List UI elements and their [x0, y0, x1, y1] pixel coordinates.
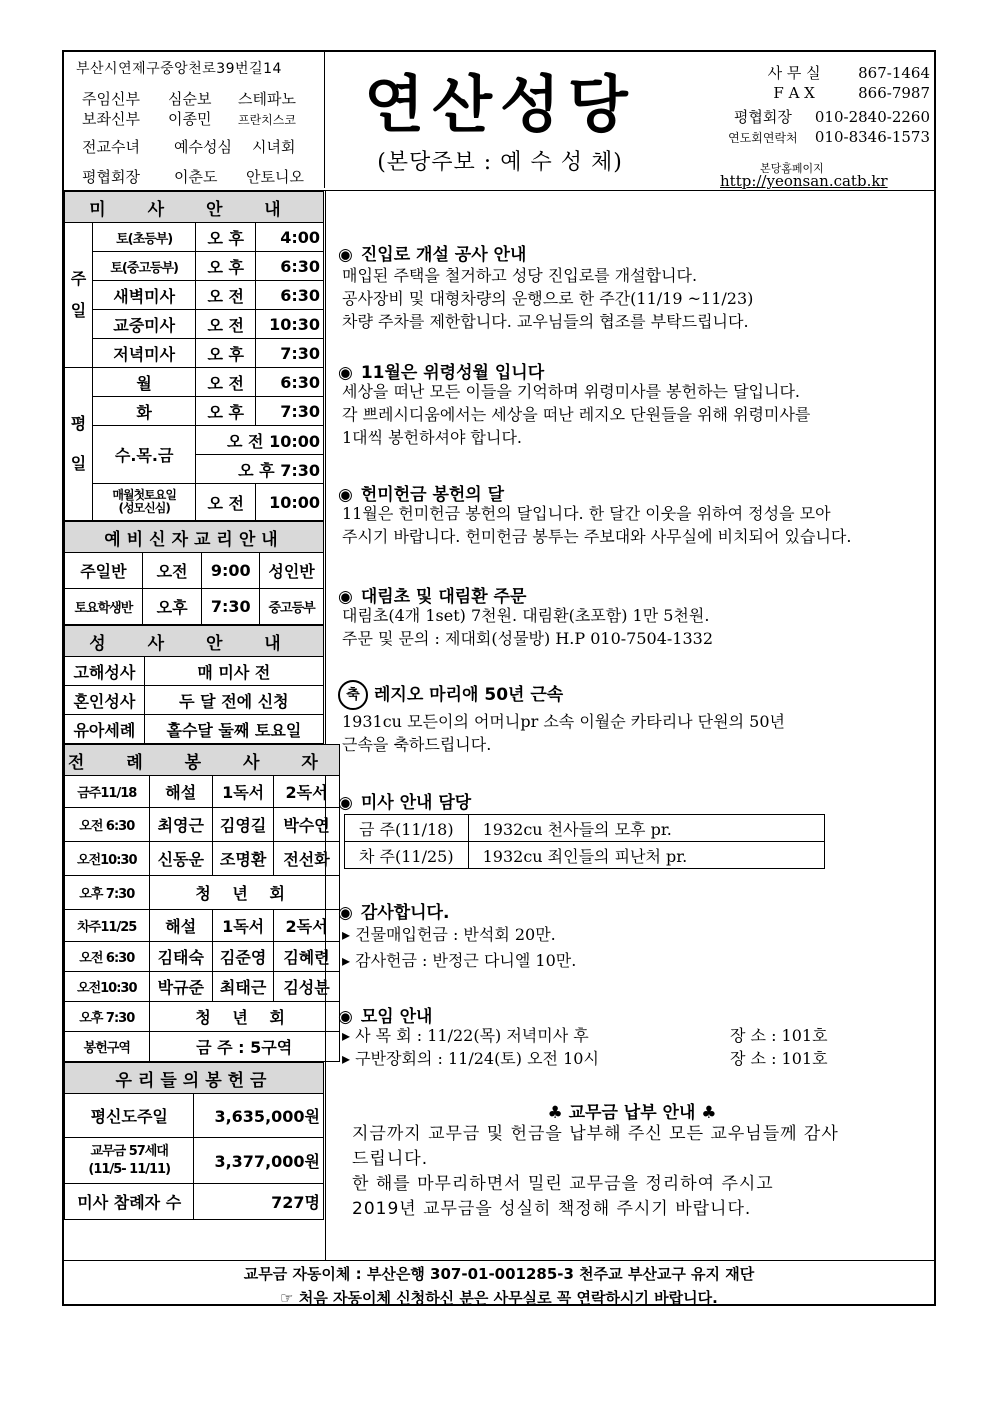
meeting-place: 장 소 : 101호 — [730, 1026, 828, 1045]
page-subtitle: (본당주보 : 예 수 성 체) — [377, 150, 623, 175]
notice-line: 세상을 떠난 모든 이들을 기억하며 위령미사를 봉헌하는 달입니다. — [342, 382, 801, 401]
staff-name: 이춘도 — [174, 168, 218, 186]
dues-body — [352, 1122, 839, 1222]
notice-line: 공사장비 및 대형차량의 운행으로 한 주간(11/19 ~11/23) — [342, 289, 754, 308]
offering-value: 3,377,000원 — [194, 1138, 324, 1184]
meeting-info: ▸ 사 목 회 : 11/22(목) 저녁미사 후 — [342, 1026, 589, 1045]
bullet-icon: ◉ — [338, 587, 353, 607]
sacraments-table — [64, 625, 324, 744]
notice-body — [342, 604, 713, 650]
sacrament-value: 홀수달 둘째 토요일 — [144, 715, 323, 744]
server-name: 김성분 — [274, 972, 340, 1002]
mass-time: 10:00 — [256, 484, 324, 521]
notice-body — [342, 1024, 828, 1070]
offering-name: 미사 참례자 수 — [65, 1184, 194, 1220]
staff-name: 이종민 — [168, 110, 212, 128]
notice-line: 1대씩 봉헌하셔야 합니다. — [342, 428, 522, 447]
staff-row — [82, 166, 304, 187]
bullet-icon: ◉ — [338, 485, 353, 505]
homepage-label: 본당홈페이지 — [760, 162, 824, 175]
notice-title-text: 진입로 개설 공사 안내 — [360, 245, 527, 265]
sacrament-name: 고해성사 — [65, 657, 145, 686]
notice-title — [338, 788, 471, 813]
weekday-label: 평일 — [65, 368, 93, 521]
staff-role: 주임신부 — [82, 90, 140, 108]
staff-row — [82, 88, 296, 109]
notices-column — [330, 192, 934, 1260]
notice-body — [342, 710, 785, 756]
mass-time: 10:30 — [256, 310, 324, 339]
youth-group: 청 년 회 — [149, 876, 339, 910]
class-time: 7:30 — [202, 589, 260, 625]
staff-row — [82, 136, 295, 157]
server-header: 금주11/18 — [65, 776, 150, 808]
contact-value: 010-2840-2260 — [814, 108, 930, 126]
notice-title-text: 감사합니다. — [360, 903, 450, 923]
bullet-icon: ◉ — [338, 793, 353, 813]
class-name: 토요학생반 — [65, 589, 143, 625]
offering-name — [65, 1138, 194, 1184]
header-staff-box — [64, 52, 325, 188]
catechism-table — [64, 521, 324, 625]
mass-time: 7:30 — [256, 397, 324, 426]
server-time: 오전 6:30 — [65, 808, 150, 842]
class-ampm: 오전 — [142, 553, 202, 589]
meeting-place: 장 소 : 101호 — [730, 1049, 828, 1068]
district-label: 봉헌구역 — [65, 1032, 150, 1062]
mass-time: 4:00 — [256, 223, 324, 252]
mass-ampm: 오 후 — [196, 252, 256, 281]
mass-time: 6:30 — [256, 281, 324, 310]
offering-value: 727명 — [194, 1184, 324, 1220]
mass-name: 토(초등부) — [92, 223, 196, 252]
bullet-icon: ◉ — [338, 903, 353, 923]
staff-extra: 시녀회 — [252, 138, 296, 156]
notice-line: 대림초(4개 1set) 7천원. 대림환(초포함) 1만 5천원. — [342, 606, 710, 625]
server-time: 오전10:30 — [65, 842, 150, 876]
contact-label: 연도회연락처 — [728, 131, 798, 145]
usher-week: 차 주(11/25) — [345, 842, 469, 869]
notice-title — [338, 240, 526, 265]
staff-extra: 스테파노 — [238, 90, 296, 108]
mass-name: 화 — [92, 397, 196, 426]
meeting-info: ▸ 구반장회의 : 11/24(토) 오전 10시 — [342, 1049, 599, 1068]
offering-heading: 우리들의봉헌금 — [65, 1063, 324, 1094]
contact-row — [680, 128, 930, 146]
server-name: 박수연 — [274, 808, 340, 842]
mass-name: 월 — [92, 368, 196, 397]
offering-value: 3,635,000원 — [194, 1094, 324, 1138]
sacraments-heading: 성 사 안 내 — [65, 626, 324, 657]
dues-period: (11/5- 11/11) — [88, 1161, 171, 1177]
notice-body — [342, 380, 810, 449]
notice-line: ▸ 감사헌금 : 반정근 다니엘 10만. — [342, 951, 577, 970]
page-title: 연산성당 — [364, 68, 636, 141]
mass-ampm: 오 전 — [196, 484, 256, 521]
staff-extra: 안토니오 — [246, 168, 304, 186]
servers-heading: 전 례 봉 사 자 — [65, 745, 340, 776]
contact-value: 867-1464 — [858, 64, 930, 82]
server-name: 최태근 — [212, 972, 273, 1002]
mass-name: 저녁미사 — [92, 339, 196, 368]
mass-name — [92, 484, 196, 521]
celebration-icon: 축 — [338, 680, 368, 710]
server-header: 차주11/25 — [65, 910, 150, 942]
contact-row — [680, 62, 930, 83]
mass-ampm: 오 후 — [196, 397, 256, 426]
notice-line: 지금까지 교무금 및 헌금을 납부해 주신 모든 교우님들께 감사 — [352, 1124, 839, 1144]
mass-ampm: 오 후 — [196, 339, 256, 368]
notice-line: 11월은 헌미헌금 봉헌의 달입니다. 한 달간 이웃을 위하여 정성을 모아 — [342, 504, 831, 523]
usher-group: 1932cu 죄인들의 피난처 pr. — [468, 842, 824, 869]
contact-row — [680, 84, 930, 102]
server-name: 조명환 — [212, 842, 273, 876]
notice-line: 차량 주차를 제한합니다. 교우님들의 협조를 부탁드립니다. — [342, 312, 749, 331]
server-header: 1독서 — [212, 910, 273, 942]
mass-ampm: 오 전 — [196, 281, 256, 310]
mass-name: 새벽미사 — [92, 281, 196, 310]
class-target: 성인반 — [260, 553, 324, 589]
notice-title-text: 미사 안내 담당 — [360, 793, 472, 813]
contact-label: 사 무 실 — [767, 64, 821, 82]
sacrament-value: 두 달 전에 신청 — [144, 686, 323, 715]
sunday-label: 주일 — [65, 223, 93, 368]
notice-body — [342, 264, 753, 333]
notice-body — [342, 502, 851, 548]
mass-time: 6:30 — [256, 368, 324, 397]
usher-week: 금 주(11/18) — [345, 815, 469, 842]
offering-table — [64, 1062, 324, 1220]
contact-label: F A X — [773, 84, 815, 102]
notice-title — [338, 898, 449, 923]
notice-line: 한 해를 마무리하면서 밀린 교무금을 정리하여 주시고 — [352, 1174, 774, 1194]
sacrament-name: 혼인성사 — [65, 686, 145, 715]
footer-divider — [64, 1260, 934, 1261]
notice-line: 1931cu 모든이의 어머니pr 소속 이월순 카타리나 단원의 50년 — [342, 712, 785, 731]
notice-title — [338, 680, 563, 710]
server-header: 2독서 — [274, 776, 340, 808]
staff-row — [82, 108, 296, 129]
auto-transfer-notice: ☞ 처음 자동이체 신청하신 분은 사무실로 꼭 연락하시기 바랍니다. — [280, 1289, 718, 1307]
dues-households: 교무금 57세대 — [90, 1143, 168, 1159]
server-header: 2독서 — [274, 910, 340, 942]
server-time: 오후 7:30 — [65, 876, 150, 910]
column-divider — [325, 190, 326, 1260]
notice-body — [342, 922, 576, 974]
class-ampm: 오후 — [142, 589, 202, 625]
mass-time: 오 후 7:30 — [196, 455, 324, 484]
server-name: 김태숙 — [149, 942, 212, 972]
first-saturday-label: 매월첫토요일 — [112, 488, 176, 502]
bullet-icon: ◉ — [338, 1007, 353, 1027]
contact-value: 866-7987 — [858, 84, 930, 102]
mass-time: 6:30 — [256, 252, 324, 281]
auto-transfer-info: 교무금 자동이체 : 부산은행 307-01-001285-3 천주교 부산교구 유지 재단 — [243, 1265, 755, 1283]
contact-value: 010-8346-1573 — [814, 128, 930, 146]
server-name: 박규준 — [149, 972, 212, 1002]
offering-name: 평신도주일 — [65, 1094, 194, 1138]
server-time: 오후 7:30 — [65, 1002, 150, 1032]
notice-title-text: 대림초 및 대림환 주문 — [360, 587, 527, 607]
mass-name: 수.목.금 — [92, 426, 196, 484]
server-name: 신동운 — [149, 842, 212, 876]
staff-name: 심순보 — [168, 90, 212, 108]
notice-line: 근속을 축하드립니다. — [342, 735, 492, 754]
mass-time: 오 전 10:00 — [196, 426, 324, 455]
notice-line: 매입된 주택을 철거하고 성당 진입로를 개설합니다. — [342, 266, 698, 285]
mass-ampm: 오 전 — [196, 368, 256, 397]
class-time: 9:00 — [202, 553, 260, 589]
youth-group: 청 년 회 — [149, 1002, 339, 1032]
class-target: 중고등부 — [260, 589, 324, 625]
mass-ampm: 오 후 — [196, 223, 256, 252]
contact-row — [680, 106, 930, 127]
meeting-row — [342, 1024, 828, 1047]
mass-name: 교중미사 — [92, 310, 196, 339]
usher-table — [344, 814, 825, 869]
contact-label: 평협회장 — [733, 108, 792, 126]
class-name: 주일반 — [65, 553, 143, 589]
staff-extra: 프란치스코 — [238, 113, 296, 127]
notice-title-text: 모임 안내 — [360, 1007, 433, 1027]
notice-title-text: 헌미헌금 봉헌의 달 — [360, 485, 505, 505]
left-column — [64, 191, 336, 1220]
sacrament-name: 유아세례 — [65, 715, 145, 744]
staff-role: 전교수녀 — [82, 138, 140, 156]
notice-line: 주문 및 문의 : 제대회(성물방) H.P 010-7504-1332 — [342, 629, 714, 648]
notice-line: 드립니다. — [352, 1149, 429, 1169]
bullet-icon: ◉ — [338, 245, 353, 265]
notice-line: 주시기 바랍니다. 헌미헌금 봉투는 주보대와 사무실에 비치되어 있습니다. — [342, 527, 852, 546]
server-name: 김준영 — [212, 942, 273, 972]
meeting-row — [342, 1047, 828, 1070]
mass-name: 토(중고등부) — [92, 252, 196, 281]
homepage-link[interactable]: http://yeonsan.catb.kr — [720, 172, 888, 190]
staff-name: 예수성심 — [174, 138, 232, 156]
server-header: 1독서 — [212, 776, 273, 808]
server-name: 김혜련 — [274, 942, 340, 972]
catechism-heading: 예비신자교리안내 — [65, 522, 324, 553]
mass-ampm: 오 전 — [196, 310, 256, 339]
mass-heading: 미 사 안 내 — [65, 192, 324, 223]
footer — [64, 1262, 934, 1310]
bullet-icon: ◉ — [338, 363, 353, 383]
notice-line: 2019년 교무금을 성실히 책정해 주시기 바랍니다. — [352, 1199, 752, 1219]
server-header: 해설 — [149, 776, 212, 808]
usher-group: 1932cu 천사들의 모후 pr. — [468, 815, 824, 842]
staff-role: 보좌신부 — [82, 110, 140, 128]
dues-title: ♣ 교무금 납부 안내 ♣ — [547, 1103, 717, 1123]
staff-role: 평협회장 — [82, 168, 140, 186]
notice-line: 각 쁘레시디움에서는 세상을 떠난 레지오 단원들을 위해 위령미사를 — [342, 405, 811, 424]
sacrament-value: 매 미사 전 — [144, 657, 323, 686]
first-saturday-sub: (성모신심) — [118, 501, 170, 515]
district-value: 금 주 : 5구역 — [149, 1032, 339, 1062]
server-name: 김영길 — [212, 808, 273, 842]
server-header: 해설 — [149, 910, 212, 942]
liturgy-servers-table — [64, 744, 340, 1062]
mass-time: 7:30 — [256, 339, 324, 368]
server-time: 오전 6:30 — [65, 942, 150, 972]
server-time: 오전10:30 — [65, 972, 150, 1002]
notice-title-text: 레지오 마리애 50년 근속 — [374, 685, 564, 705]
server-name: 최영근 — [149, 808, 212, 842]
notice-line: ▸ 건물매입헌금 : 반석회 20만. — [342, 925, 556, 944]
notice-title-text: 11월은 위령성월 입니다 — [360, 363, 545, 383]
mass-schedule-table — [64, 191, 324, 521]
server-name: 전선화 — [274, 842, 340, 876]
church-address: 부산시연제구중앙천로39번길14 — [76, 61, 282, 77]
